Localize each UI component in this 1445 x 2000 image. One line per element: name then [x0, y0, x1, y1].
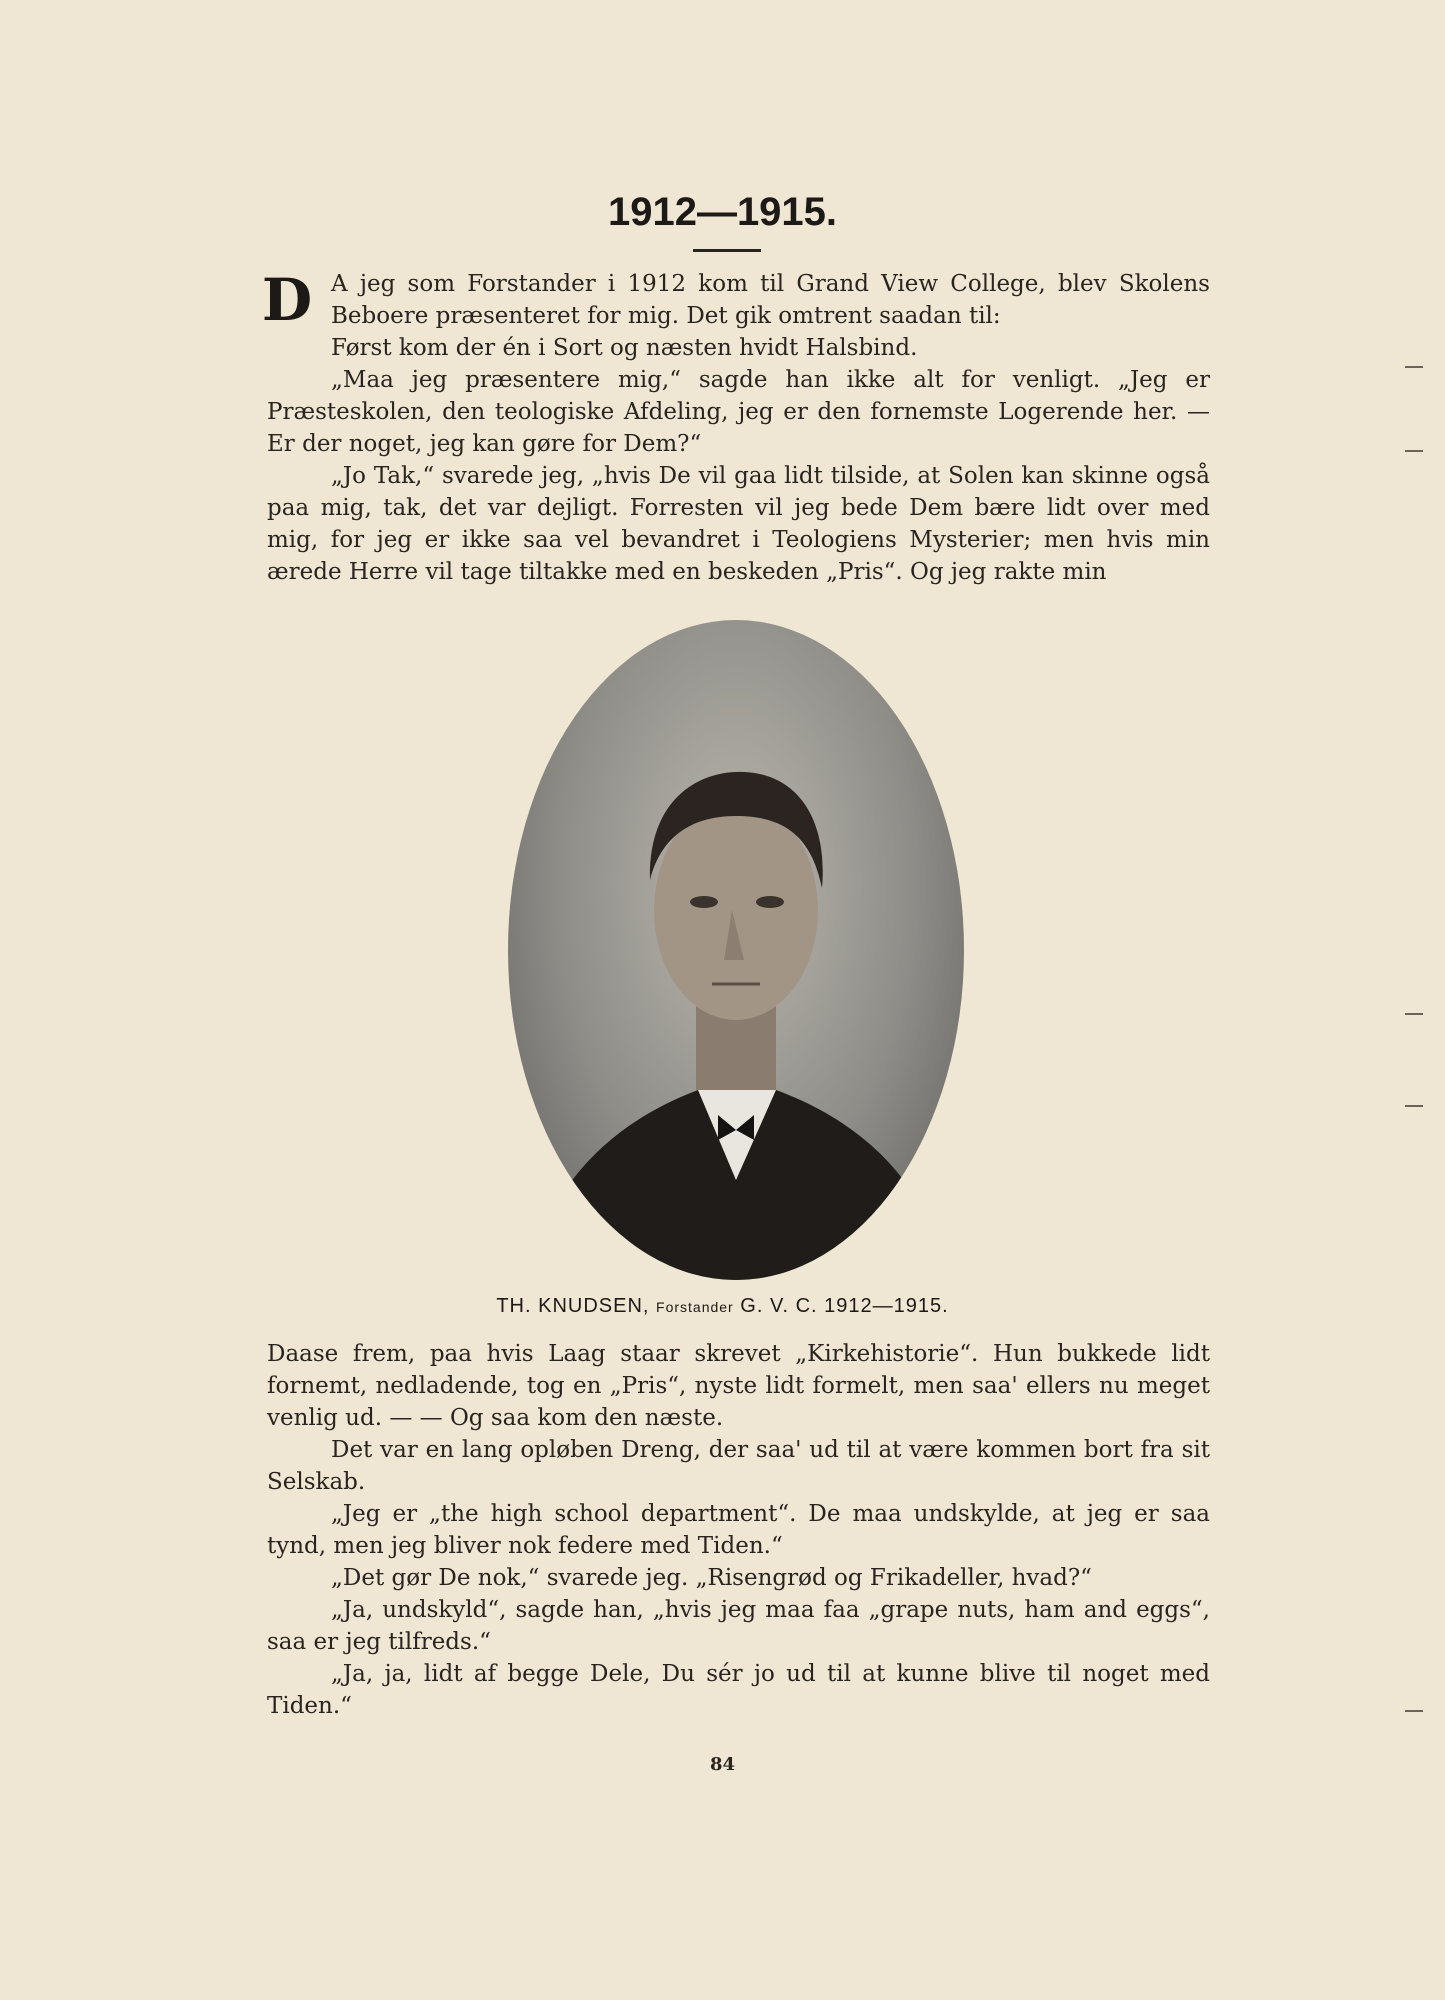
continuation-paragraph-2: „Jeg er „the high school department“. De maa undskylde, at jeg er saa tynd, men jeg bliver nok federe med Tiden.“ [267, 1501, 1210, 1559]
drop-cap: D [261, 266, 313, 334]
portrait-illustration [508, 620, 964, 1280]
page-number: 84 [709, 1754, 736, 1775]
portrait-photo [508, 620, 964, 1280]
continuation-paragraph-0: Daase frem, paa hvis Laag staar skrevet „Kirkehistorie“. Hun bukkede lidt fornemt, nedladende, tog en „Pris“, nyste lidt formelt, men saa' ellers nu meget venlig ud. — — Og saa kom den næste. [267, 1341, 1210, 1431]
margin-mark [1405, 1013, 1423, 1015]
continuation-text [267, 1338, 1210, 1722]
chapter-heading: 1912—1915. [607, 190, 838, 234]
caption-name: TH. KNUDSEN, [496, 1295, 650, 1317]
intro-paragraph-1: Først kom der én i Sort og næsten hvidt Halsbind. [331, 335, 918, 361]
margin-mark [1405, 450, 1423, 452]
intro-text [261, 266, 1210, 588]
caption-rest: G. V. C. 1912—1915. [740, 1295, 949, 1317]
margin-mark [1405, 1710, 1423, 1712]
continuation-paragraph-3: „Det gør De nok,“ svarede jeg. „Risengrød og Frikadeller, hvad?“ [331, 1565, 1092, 1591]
continuation-paragraph-4: „Ja, undskyld“, sagde han, „hvis jeg maa faa „grape nuts, ham and eggs“, saa er jeg tilfreds.“ [267, 1597, 1210, 1655]
continuation-paragraph-1: Det var en lang opløben Dreng, der saa' ud til at være kommen bort fra sit Selskab. [267, 1437, 1210, 1495]
intro-paragraph-3: „Jo Tak,“ svarede jeg, „hvis De vil gaa lidt tilside, at Solen kan skinne også paa mig, tak, det var dejligt. Forresten vil jeg bede Dem bære lidt over med mig, for jeg er ikke saa vel bevandret i Teologiens Mysterier; men hvis min ærede Herre vil tage tiltakke med en beskeden „Pris“. Og jeg rakte min [267, 463, 1210, 585]
heading-rule [693, 249, 761, 252]
intro-first-paragraph: A jeg som Forstander i 1912 kom til Grand View College, blev Skolens Beboere præsenteret for mig. Det gik omtrent saadan til: [331, 271, 1210, 329]
margin-mark [1405, 366, 1423, 368]
caption-role: Forstander [656, 1299, 734, 1315]
portrait-caption [0, 1295, 1445, 1318]
intro-paragraph-2: „Maa jeg præsentere mig,“ sagde han ikke alt for venligt. „Jeg er Præsteskolen, den teologiske Afdeling, jeg er den fornemste Logerende her. — Er der noget, jeg kan gøre for Dem?“ [267, 367, 1210, 457]
continuation-paragraph-5: „Ja, ja, lidt af begge Dele, Du sér jo ud til at kunne blive til noget med Tiden.“ [267, 1661, 1210, 1719]
margin-mark [1405, 1105, 1423, 1107]
